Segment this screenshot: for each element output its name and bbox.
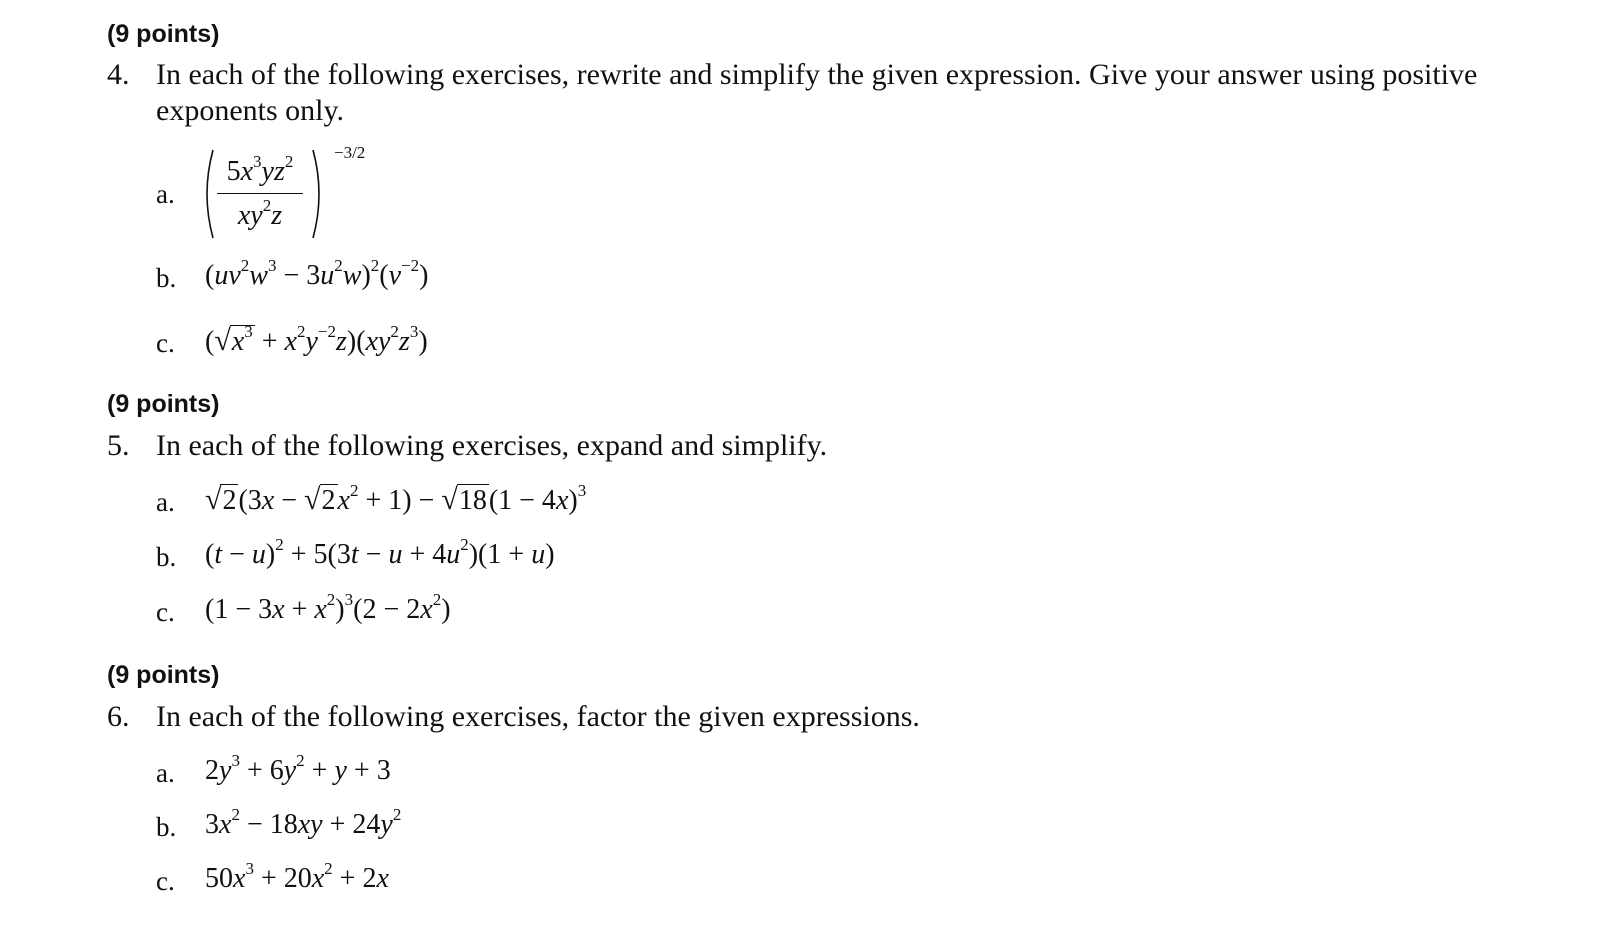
part-label-4c: c.	[156, 328, 175, 358]
question-number-4: 4.	[107, 58, 130, 91]
fraction-numerator: $5x^3yz^2$	[226, 151, 294, 187]
part-label-5b: b.	[156, 542, 177, 572]
part-label-6a: a.	[156, 758, 175, 788]
fraction-bar	[217, 193, 303, 194]
expression-5b: $(t - u)^2 + 5(3t - u + 4u^2)(1 + u)$	[205, 534, 555, 570]
points-label-q5: (9 points)	[107, 390, 220, 418]
part-label-5c: c.	[156, 597, 175, 627]
expression-6a: $2y^3 + 6y^2 + y + 3$	[205, 750, 391, 786]
part-label-6b: b.	[156, 812, 177, 842]
expression-4b: $(uv^2w^3 - 3u^2w)^2(v^{-2})$	[205, 255, 429, 291]
part-label-4b: b.	[156, 263, 177, 293]
expression-5c: $(1 - 3x + x^2)^3(2 - 2x^2)$	[205, 589, 451, 625]
question-number-6: 6.	[107, 700, 130, 733]
part-label-6c: c.	[156, 866, 175, 896]
expression-6c: $50x^3 + 20x^2 + 2x$	[205, 858, 389, 894]
points-label-q6: (9 points)	[107, 661, 220, 689]
fraction-denominator: $xy^2z$	[237, 195, 283, 231]
left-paren	[198, 148, 216, 240]
part-label-4a: a.	[156, 179, 175, 209]
question-number-5: 5.	[107, 429, 130, 462]
right-paren	[310, 148, 328, 240]
question-text-5: In each of the following exercises, expand and simplify.	[156, 429, 828, 462]
part-label-5a: a.	[156, 487, 175, 517]
question-text-6: In each of the following exercises, factor the given expressions.	[156, 700, 920, 733]
points-label-q4: (9 points)	[107, 20, 220, 48]
question-text-4: In each of the following exercises, rewrite and simplify the given expression. Give your answer using positive exponents only.	[156, 58, 1478, 127]
expression-5a: $√2(3x - √2x^2 + 1) - √18(1 - 4x)^3$	[205, 480, 587, 516]
expression-6b: $3x^2 - 18xy + 24y^2$	[205, 804, 402, 840]
outer-exponent: −3/2	[334, 143, 366, 162]
expression-4c: $(√x^3 + x^2y^{-2}z)(xy^2z^3)$	[205, 321, 428, 357]
